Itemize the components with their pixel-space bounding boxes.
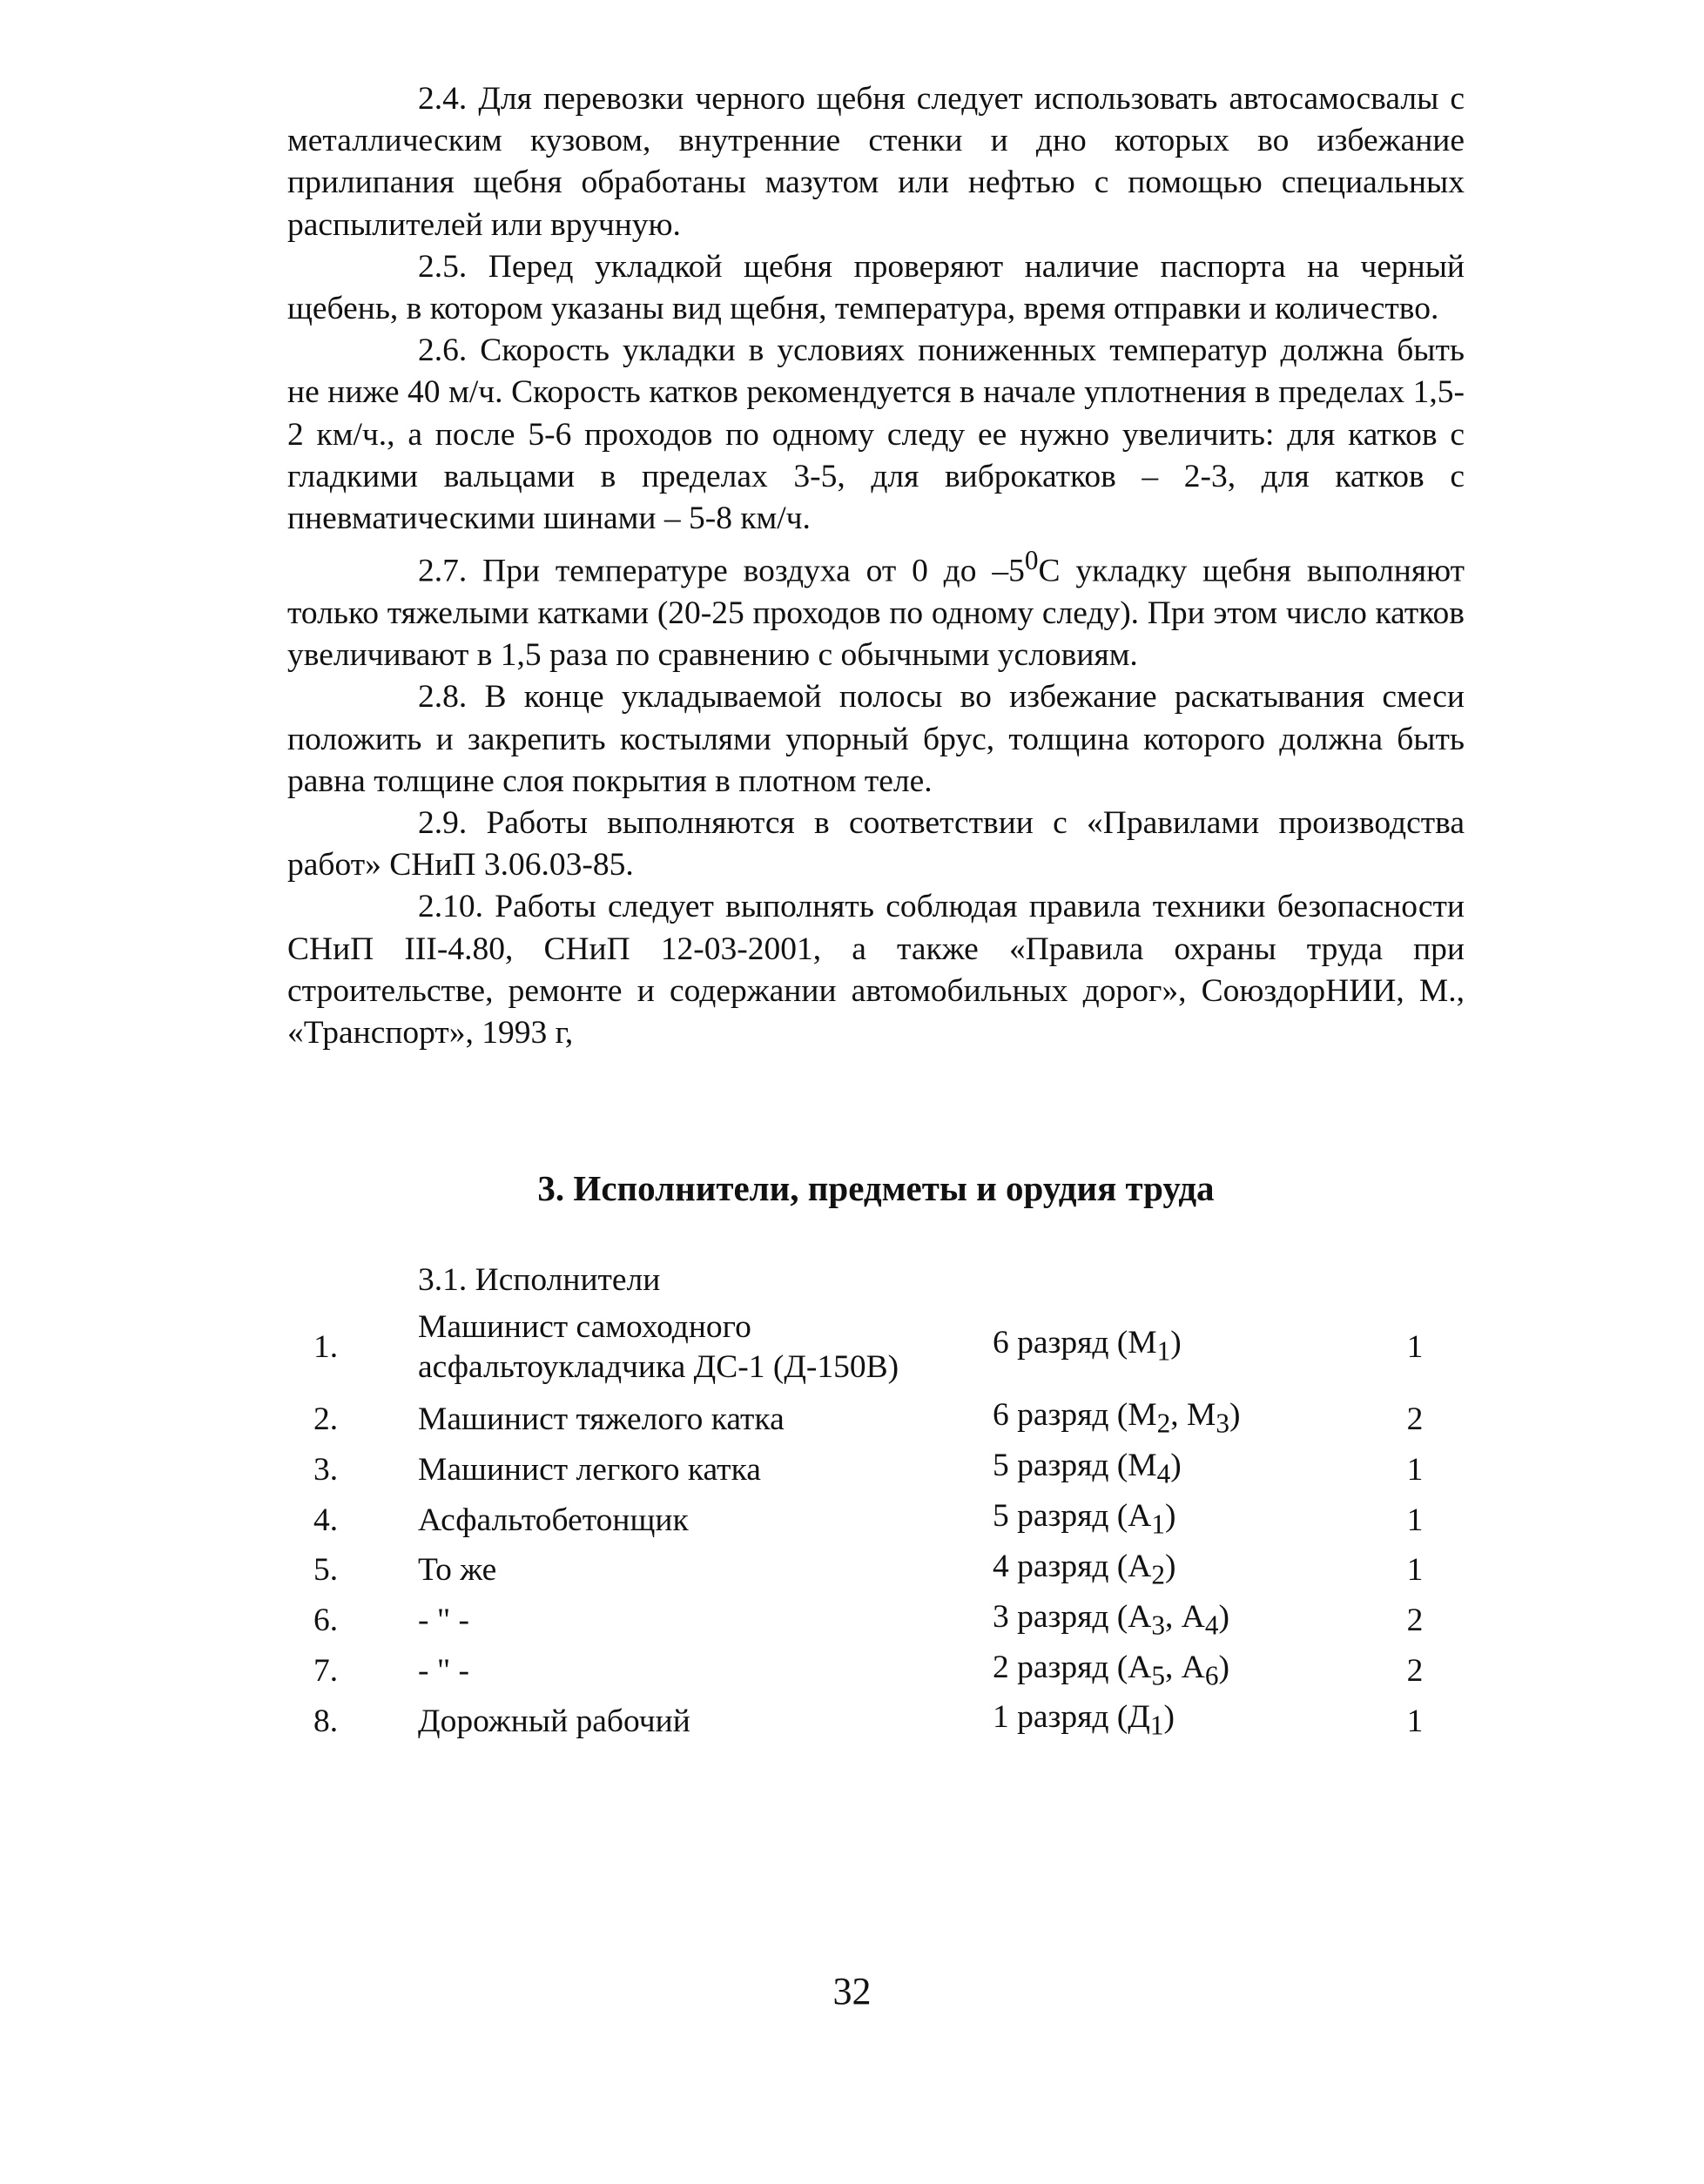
paragraph-2-7-end: С укладку щебня выполняют только тяжелыми катками (20-25 проходов по одному следу). При этом число катков увеличивают в 1,5 раза по сравнению с обычными условиям.	[287, 553, 1465, 674]
degree-superscript: 0	[1024, 545, 1039, 576]
worker-count: 1	[1406, 1552, 1424, 1589]
table-row	[313, 1445, 1463, 1495]
row-number: 7.	[313, 1653, 339, 1690]
worker-grade: 3 разряд ($А_3$, $А_4$)	[993, 1598, 1229, 1641]
row-number: 8.	[313, 1704, 339, 1740]
paragraph-2-7-start: 2.7. При температуре воздуха от 0 до –5	[418, 553, 1025, 589]
row-number: 1.	[313, 1328, 339, 1365]
paragraph-2-5: 2.5. Перед укладкой щебня проверяют наличие паспорта на черный щебень, в котором указаны вид щебня, температура, время отправки и количество.	[287, 248, 1465, 327]
workers-table	[313, 1302, 1463, 1747]
worker-grade: 4 разряд $(А_2)$	[993, 1548, 1176, 1590]
worker-grade: 5 разряд $(М_4)$	[993, 1447, 1182, 1489]
worker-count: 2	[1406, 1401, 1424, 1437]
worker-role: Машинист самоходного асфальтоукладчика ДС-1 (Д-150В)	[418, 1309, 899, 1385]
paragraph-2-9: 2.9. Работы выполняются в соответствии с «Правилами производства работ» СНиП 3.06.03-85.	[287, 804, 1465, 884]
worker-role: Дорожный рабочий	[418, 1704, 690, 1740]
worker-count: 1	[1406, 1328, 1424, 1365]
worker-grade: 6 разряд ($М_2$, $М_3$)	[993, 1397, 1241, 1439]
paragraph-2-6: 2.6. Скорость укладки в условиях пониженных температур должна быть не ниже 40 м/ч. Скорость катков рекомендуется в начале уплотнения в пределах 1,5-2 км/ч., а после 5-6 проходов по одному следу ее нужно увеличить: для катков с гладкими вальцами в пределах 3-5, для виброкатков – 2-3, для катков с пневматическими шинами – 5-8 км/ч.	[287, 333, 1465, 537]
worker-role: То же	[418, 1552, 497, 1589]
section-heading: 3. Исполнители, предметы и орудия труда	[537, 1168, 1215, 1208]
worker-grade: 1 разряд $(Д_1)$	[993, 1699, 1175, 1741]
subsection-title: 3.1. Исполнители	[418, 1262, 661, 1298]
worker-role: - " -	[418, 1603, 470, 1639]
row-number: 6.	[313, 1603, 339, 1639]
table-row	[313, 1596, 1463, 1647]
paragraph-2-8: 2.8. В конце укладываемой полосы во избежание раскатывания смеси положить и закрепить костылями упорный брус, толщина которого должна быть равна толщине слоя покрытия в плотном теле.	[287, 679, 1465, 799]
table-row	[313, 1394, 1463, 1445]
paragraph-2-4: 2.4. Для перевозки черного щебня следует использовать автосамосвалы с металлическим кузовом, внутренние стенки и дно которых во избежание прилипания щебня обработаны мазутом или нефтью с помощью специальных распылителей или вручную.	[287, 81, 1465, 243]
row-number: 2.	[313, 1401, 339, 1437]
row-number: 4.	[313, 1502, 339, 1538]
paragraph-2-10: 2.10. Работы следует выполнять соблюдая правила техники безопасности СНиП III-4.80, СНиП 12-03-2001, а также «Правила охраны труда при строительстве, ремонте и содержании автомобильных дорог», СоюздорНИИ, М., «Транспорт», 1993 г,	[287, 889, 1465, 1051]
worker-grade: 5 разряд $(А_1)$	[993, 1497, 1176, 1540]
worker-count: 2	[1406, 1653, 1424, 1690]
table-row	[313, 1647, 1463, 1697]
paragraph-2-7	[287, 540, 1465, 676]
worker-role: - " -	[418, 1653, 470, 1690]
table-row	[313, 1302, 1463, 1394]
table-row	[313, 1697, 1463, 1747]
worker-count: 1	[1406, 1704, 1424, 1740]
body-text	[287, 78, 1465, 1054]
table-row	[313, 1495, 1463, 1546]
table-row	[313, 1546, 1463, 1596]
worker-role: Машинист тяжелого катка	[418, 1401, 785, 1437]
worker-role: Асфальтобетонщик	[418, 1502, 689, 1538]
worker-grade: 2 разряд ($А_5$, $А_6$)	[993, 1649, 1229, 1691]
row-number: 3.	[313, 1451, 339, 1488]
page-number: 32	[832, 1970, 872, 2013]
row-number: 5.	[313, 1552, 339, 1589]
worker-grade: 6 разряд $(М_1)$	[993, 1325, 1182, 1367]
worker-count: 1	[1406, 1502, 1424, 1538]
worker-role: Машинист легкого катка	[418, 1451, 761, 1488]
worker-count: 1	[1406, 1451, 1424, 1488]
worker-count: 2	[1406, 1603, 1424, 1639]
